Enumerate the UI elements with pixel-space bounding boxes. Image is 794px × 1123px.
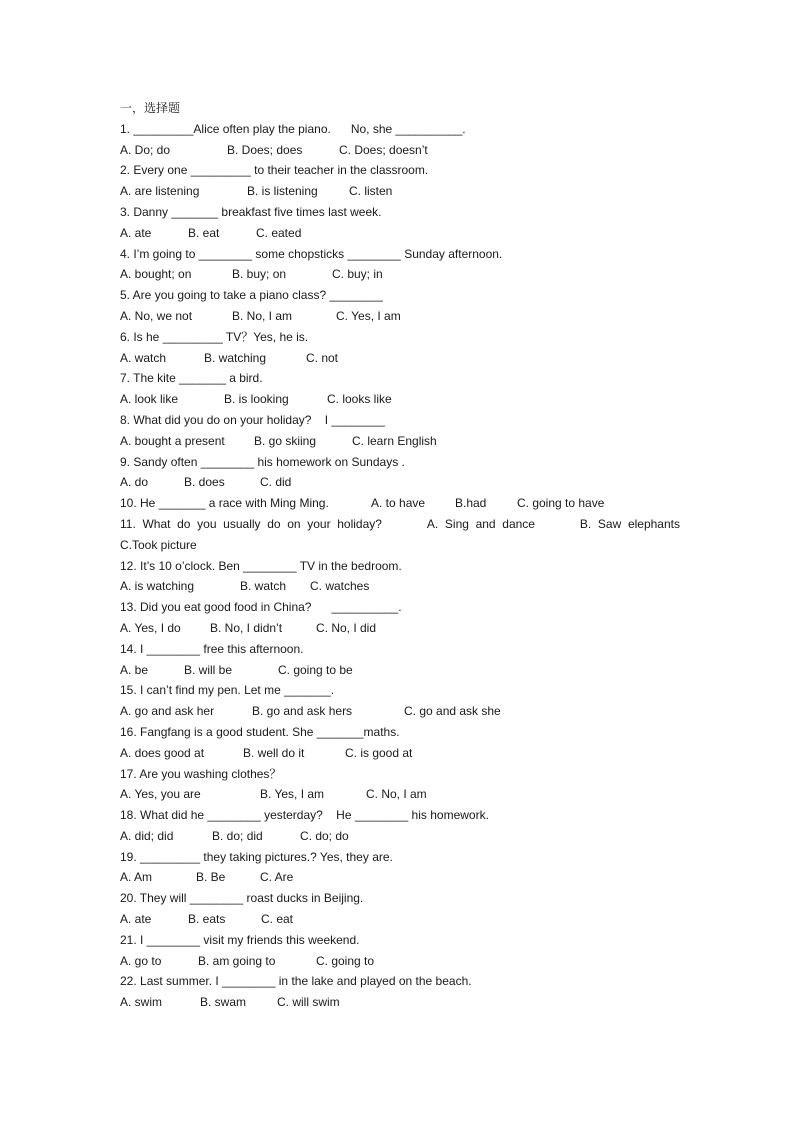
option-b: B. Be bbox=[196, 870, 226, 885]
option-a: A. go to bbox=[120, 953, 162, 968]
question-1-stem: 1. _________Alice often play the piano. No, she __________. bbox=[120, 121, 466, 136]
option-b: B. do; did bbox=[212, 828, 263, 843]
option-a: A. do bbox=[120, 475, 149, 490]
question-22-options bbox=[120, 992, 680, 1013]
option-b: B. will be bbox=[184, 662, 233, 677]
option-a: A. look like bbox=[120, 392, 179, 407]
option-a: A. Am bbox=[120, 870, 153, 885]
option-b: B. watch bbox=[240, 579, 287, 594]
option-c: C. not bbox=[306, 350, 339, 365]
question-16-stem: 16. Fangfang is a good student. She _______maths. bbox=[120, 724, 400, 739]
option-b: B. buy; on bbox=[232, 267, 287, 282]
option-b: B. Yes, I am bbox=[260, 787, 325, 802]
option-a: A. ate bbox=[120, 225, 152, 240]
option-a: A. be bbox=[120, 662, 149, 677]
option-b: B. well do it bbox=[243, 745, 305, 760]
question-17-options bbox=[120, 784, 680, 805]
option-c: C. Yes, I am bbox=[336, 308, 401, 323]
option-b: B. am going to bbox=[198, 953, 276, 968]
question-10 bbox=[120, 493, 680, 514]
option-c: C. Are bbox=[260, 870, 294, 885]
option-c: C. No, I did bbox=[316, 620, 377, 635]
option-b: B. No, I am bbox=[232, 308, 293, 323]
option-a: A. No, we not bbox=[120, 308, 193, 323]
question-17-stem: 17. Are you washing clothes？ bbox=[120, 766, 282, 781]
option-a: A. Sing and dance bbox=[426, 516, 535, 531]
question-2-options bbox=[120, 181, 680, 202]
option-a: A. watch bbox=[120, 350, 167, 365]
option-b: B. go and ask hers bbox=[252, 704, 353, 719]
question-13-stem: 13. Did you eat good food in China? __________. bbox=[120, 600, 402, 615]
question-5-stem: 5. Are you going to take a piano class? ________ bbox=[120, 288, 383, 303]
option-c: C. No, I am bbox=[366, 787, 427, 802]
option-a: A. does good at bbox=[120, 745, 205, 760]
question-18-stem: 18. What did he ________ yesterday? He ________ his homework. bbox=[120, 808, 489, 823]
question-21-stem: 21. I ________ visit my friends this weekend. bbox=[120, 932, 360, 947]
option-c: C. will swim bbox=[277, 995, 340, 1010]
option-a: A. bought a present bbox=[120, 433, 225, 448]
option-c: C. buy; in bbox=[332, 267, 383, 282]
option-a: A. bought; on bbox=[120, 267, 192, 282]
option-c: C. going to bbox=[316, 953, 375, 968]
question-21-options bbox=[120, 951, 680, 972]
question-11-stem: 11. What do you usually do on your holiday? bbox=[120, 516, 382, 531]
option-c: C. watches bbox=[310, 579, 370, 594]
question-6-options bbox=[120, 348, 680, 369]
option-c: C. is good at bbox=[345, 745, 413, 760]
option-a: A. swim bbox=[120, 995, 162, 1010]
option-b: B. Saw elephants bbox=[579, 516, 680, 531]
option-c: C. going to be bbox=[278, 662, 353, 677]
option-b: B. is looking bbox=[224, 392, 289, 407]
option-b: B. eat bbox=[188, 225, 220, 240]
option-a: A. Do; do bbox=[120, 142, 171, 157]
question-11 bbox=[120, 514, 680, 535]
question-19-stem: 19. _________ they taking pictures.? Yes, they are. bbox=[120, 849, 393, 864]
option-a: A. did; did bbox=[120, 828, 174, 843]
question-9-stem: 9. Sandy often ________ his homework on Sundays . bbox=[120, 454, 405, 469]
option-c: C. going to have bbox=[517, 496, 605, 511]
option-c: C. looks like bbox=[327, 392, 392, 407]
question-15-stem: 15. I can’t find my pen. Let me _______. bbox=[120, 683, 335, 698]
option-a: A. is watching bbox=[120, 579, 195, 594]
option-c: C. do; do bbox=[300, 828, 349, 843]
question-13-options bbox=[120, 618, 680, 639]
question-7-stem: 7. The kite _______ a bird. bbox=[120, 371, 263, 386]
option-a: A. ate bbox=[120, 912, 152, 927]
question-12-options bbox=[120, 576, 680, 597]
option-a: A. Yes, I do bbox=[120, 620, 181, 635]
question-22-stem: 22. Last summer. I ________ in the lake and played on the beach. bbox=[120, 974, 472, 989]
option-b: B. Does; does bbox=[227, 142, 303, 157]
option-c: C. eat bbox=[261, 912, 294, 927]
question-2-stem: 2. Every one _________ to their teacher in the classroom. bbox=[120, 163, 429, 178]
option-a: A. Yes, you are bbox=[120, 787, 201, 802]
option-b: B. No, I didn’t bbox=[210, 620, 283, 635]
question-7-options bbox=[120, 389, 680, 410]
question-20-options bbox=[120, 909, 680, 930]
option-c: C. listen bbox=[349, 184, 393, 199]
option-b: B.had bbox=[455, 496, 487, 511]
option-b: B. watching bbox=[204, 350, 267, 365]
question-14-options bbox=[120, 660, 680, 681]
question-15-options bbox=[120, 701, 680, 722]
option-c: C. Does; doesn’t bbox=[339, 142, 428, 157]
option-b: B. eats bbox=[188, 912, 226, 927]
question-14-stem: 14. I ________ free this afternoon. bbox=[120, 641, 304, 656]
question-3-stem: 3. Danny _______ breakfast five times last week. bbox=[120, 204, 382, 219]
question-8-stem: 8. What did you do on your holiday? I ________ bbox=[120, 412, 385, 427]
question-12-stem: 12. It’s 10 o’clock. Ben ________ TV in the bedroom. bbox=[120, 558, 402, 573]
question-5-options bbox=[120, 306, 680, 327]
option-c: C. learn English bbox=[352, 433, 437, 448]
question-16-options bbox=[120, 743, 680, 764]
option-a: A. go and ask her bbox=[120, 704, 215, 719]
question-3-options bbox=[120, 223, 680, 244]
question-10-stem: 10. He _______ a race with Ming Ming. bbox=[120, 496, 329, 511]
option-b: B. swam bbox=[200, 995, 247, 1010]
question-1-options bbox=[120, 140, 680, 161]
question-20-stem: 20. They will ________ roast ducks in Beijing. bbox=[120, 891, 364, 906]
option-a: A. to have bbox=[371, 496, 426, 511]
question-9-options bbox=[120, 472, 680, 493]
section-title: 一，选择题 bbox=[120, 101, 181, 115]
option-c: C. eated bbox=[256, 225, 302, 240]
option-c: C.Took picture bbox=[120, 537, 197, 552]
question-18-options bbox=[120, 826, 680, 847]
question-4-options bbox=[120, 264, 680, 285]
option-c: C. go and ask she bbox=[404, 704, 501, 719]
question-19-options bbox=[120, 867, 680, 888]
option-b: B. does bbox=[184, 475, 225, 490]
question-6-stem: 6. Is he _________ TV？Yes, he is. bbox=[120, 329, 309, 344]
option-b: B. is listening bbox=[247, 184, 318, 199]
option-b: B. go skiing bbox=[254, 433, 317, 448]
worksheet bbox=[120, 98, 680, 1013]
option-c: C. did bbox=[260, 475, 292, 490]
question-8-options bbox=[120, 431, 680, 452]
question-4-stem: 4. I’m going to ________ some chopsticks ________ Sunday afternoon. bbox=[120, 246, 503, 261]
option-a: A. are listening bbox=[120, 184, 200, 199]
